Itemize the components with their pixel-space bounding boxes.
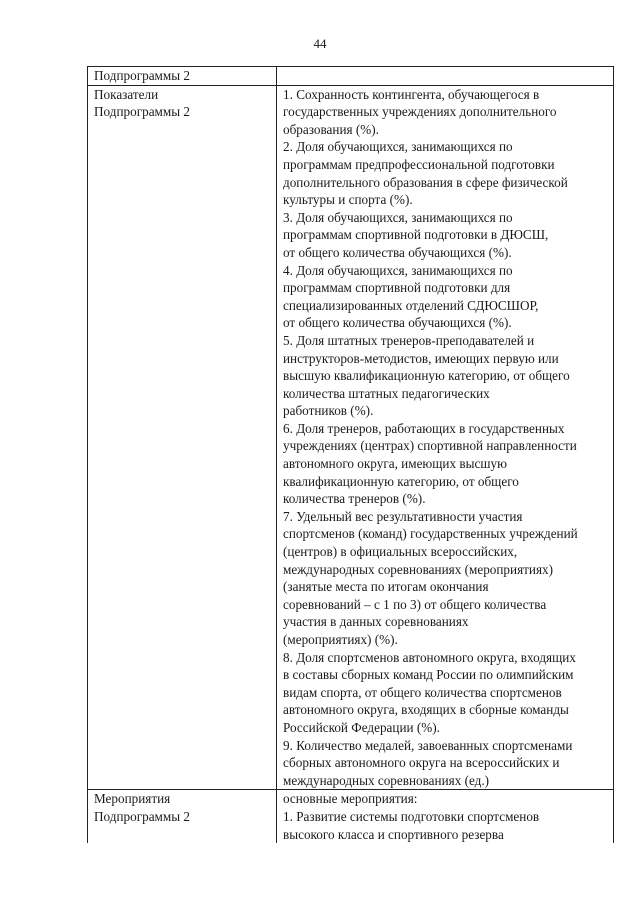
row-content-line: 4. Доля обучающихся, занимающихся по <box>283 262 513 278</box>
row-label-line: Подпрограммы 2 <box>94 68 190 83</box>
row-label-cell <box>88 85 277 790</box>
row-label-cell <box>88 790 277 843</box>
row-content-line: участия в данных соревнованиях <box>283 614 469 630</box>
row-content-line: специализированных отделений СДЮСШОР, <box>283 297 539 313</box>
row-content-line: 5. Доля штатных тренеров-преподавателей и <box>283 332 535 348</box>
row-content-cell <box>277 790 614 843</box>
row-content-line: количества штатных педагогических <box>283 385 490 401</box>
row-content-line: 2. Доля обучающихся, занимающихся по <box>283 139 513 155</box>
row-content-line: работников (%). <box>283 403 374 419</box>
row-content-line: программам спортивной подготовки в ДЮСШ, <box>283 227 549 243</box>
row-content-line: сборных автономного округа на всероссийских и <box>283 755 560 771</box>
row-label-line: Подпрограммы 2 <box>94 104 190 120</box>
program-table-body <box>88 67 614 844</box>
row-content-line: соревнований – с 1 по 3) от общего количества <box>283 596 547 612</box>
row-content-line: (центров) в официальных всероссийских, <box>283 544 518 560</box>
row-content-line: международных соревнованиях (ед.) <box>283 772 490 788</box>
row-content-line <box>283 67 607 85</box>
row-content-line: 8. Доля спортсменов автономного округа, входящих <box>283 649 576 665</box>
row-content-cell <box>277 67 614 86</box>
row-content-line: программам спортивной подготовки для <box>283 280 511 296</box>
row-content-line: 1. Сохранность контингента, обучающегося в <box>283 86 540 102</box>
row-content-line: 9. Количество медалей, завоеванных спортсменами <box>283 737 573 753</box>
row-content-line: учреждениях (центрах) спортивной направленности <box>283 438 577 454</box>
row-label-line: Показатели <box>94 86 159 102</box>
row-content-line: автономного округа, входящих в сборные команды <box>283 702 569 718</box>
row-content-line: от общего количества обучающихся (%). <box>283 244 512 260</box>
row-content-line: 3. Доля обучающихся, занимающихся по <box>283 209 513 225</box>
row-content-line: квалификационную категорию, от общего <box>283 473 519 489</box>
row-content-line: государственных учреждениях дополнительного <box>283 104 557 120</box>
row-content-line: инструкторов-методистов, имеющих первую или <box>283 350 559 366</box>
row-content-line: (занятые места по итогам окончания <box>283 579 489 595</box>
row-content-line: видам спорта, от общего количества спортсменов <box>283 684 562 700</box>
row-content-line: автономного округа, имеющих высшую <box>283 456 507 472</box>
table-row <box>88 67 614 86</box>
row-content-line: основные мероприятия: <box>283 791 418 807</box>
row-content-line: дополнительного образования в сфере физической <box>283 174 568 190</box>
row-content-line: высшую квалификационную категорию, от общего <box>283 368 570 384</box>
row-content-line: высокого класса и спортивного резерва <box>283 826 504 842</box>
row-label-line: Подпрограммы 2 <box>94 808 190 824</box>
row-content-line: (мероприятиях) (%). <box>283 632 398 647</box>
page-number: 44 <box>313 36 327 51</box>
table-row <box>88 790 614 843</box>
row-content-line: от общего количества обучающихся (%). <box>283 315 512 331</box>
row-content-line: в составы сборных команд России по олимпийским <box>283 667 574 683</box>
row-content-line: образования (%). <box>283 121 379 137</box>
row-content-line: 1. Развитие системы подготовки спортсменов <box>283 808 540 824</box>
table-row <box>88 85 614 790</box>
row-content-cell <box>277 85 614 790</box>
row-content-line: международных соревнованиях (мероприятиях) <box>283 561 554 577</box>
row-label-cell <box>88 67 277 86</box>
row-content-line: Российской Федерации (%). <box>283 719 440 735</box>
row-content-line: спортсменов (команд) государственных учреждений <box>283 526 578 542</box>
row-content-line: культуры и спорта (%). <box>283 192 413 208</box>
program-table <box>87 66 614 843</box>
row-content-line: программам предпрофессиональной подготовки <box>283 156 555 172</box>
row-label-line: Мероприятия <box>94 791 171 807</box>
row-content-line: 6. Доля тренеров, работающих в государственных <box>283 420 565 436</box>
row-content-line: количества тренеров (%). <box>283 491 426 507</box>
row-content-line: 7. Удельный вес результативности участия <box>283 508 523 524</box>
